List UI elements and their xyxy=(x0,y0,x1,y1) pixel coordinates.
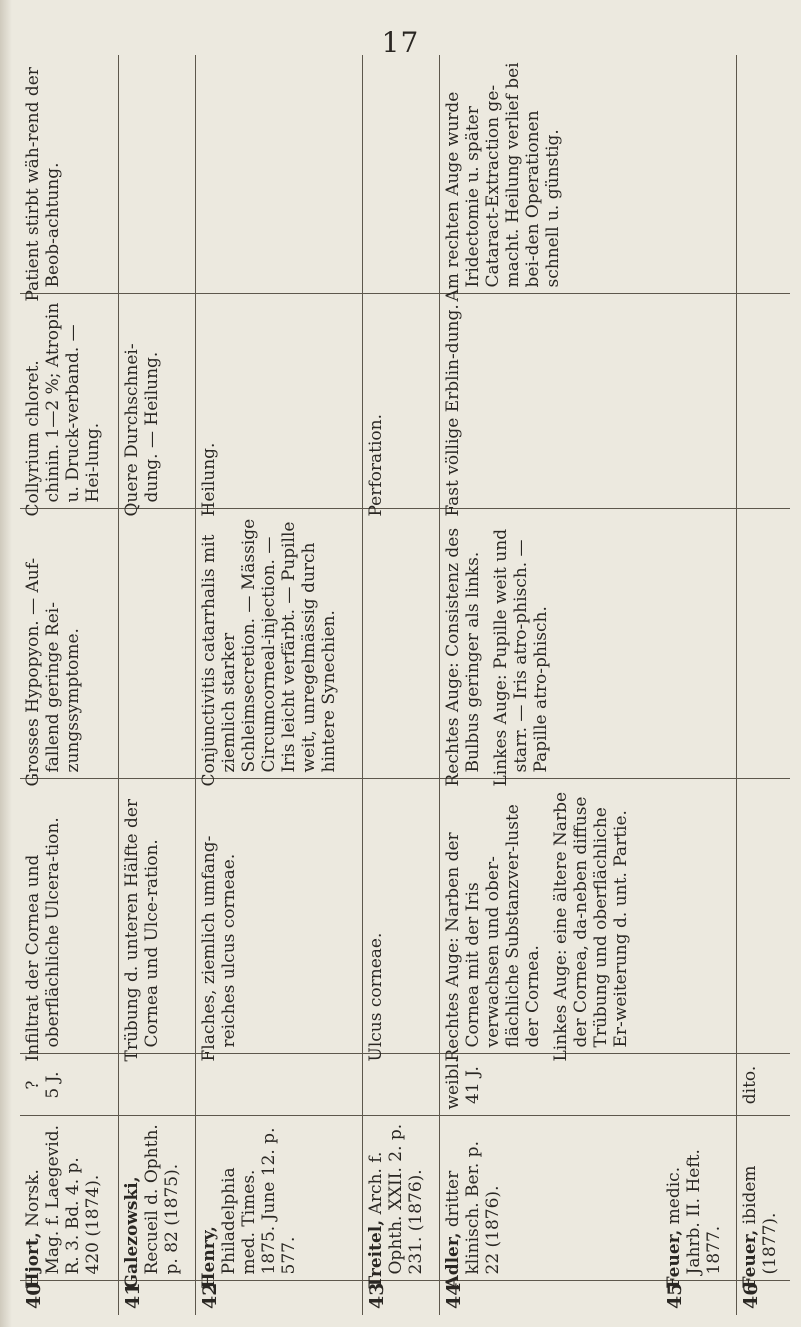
diagnosis-cell xyxy=(195,779,363,1062)
therapy-cell xyxy=(195,294,363,517)
therapy-text: Collyrium chloret. chinin. 1—2 %; Atropin u. Druck-verband. — Hei-lung. xyxy=(23,302,104,517)
source-author: Feuer, xyxy=(740,1229,761,1289)
therapy-cell xyxy=(119,294,195,517)
therapy-text: Quere Durchschnei-dung. — Heilung. xyxy=(122,343,163,517)
case-table-rotated xyxy=(20,55,790,1315)
source-text: Norsk. Mag. f. Laegevid. R. 3. Bd. 4. p. 420 (1874). xyxy=(23,1125,104,1275)
symptoms-cell xyxy=(20,509,119,787)
sex-age-cell xyxy=(20,1054,119,1116)
sex-age-line: 41 J. xyxy=(462,1066,483,1104)
source-cell xyxy=(195,1116,363,1289)
symptoms-text: Rechtes Auge: Consistenz des Bulbus geringer als links. xyxy=(442,527,483,787)
remarks-cell xyxy=(195,55,363,294)
remarks-cell xyxy=(439,55,661,302)
source-text: dritter klinisch. Ber. p. 22 (1876). xyxy=(442,1141,503,1275)
symptoms-text: Conjunctivitis catarrhalis mit ziemlich starker Schleimsecretion. — Mässige Circumcorneal-injection. — Iris leicht verfärbt. — Pupille weit, unregelmässig durch hintere Synechien. xyxy=(198,518,339,787)
source-cell xyxy=(737,1116,790,1289)
source-cell xyxy=(119,1116,195,1289)
case-number: 45 xyxy=(661,1281,737,1315)
table-row xyxy=(439,55,661,1315)
diagnosis-cell xyxy=(439,779,661,1062)
source-text: Arch. f. Ophth. XXII. 2. p. 231. (1876). xyxy=(366,1123,427,1275)
diagnosis-text: Rechtes Auge: Narben der Cornea mit der Iris verwachsen und ober-flächliche Substanzver-luste der Cornea. xyxy=(442,804,543,1062)
sex-age-cell xyxy=(363,1054,439,1116)
source-text: Recueil d. Ophth. p. 82 (1875). xyxy=(142,1124,183,1275)
case-number: 42 xyxy=(195,1281,363,1315)
diagnosis-cell xyxy=(363,779,439,1062)
therapy-text: Perforation. xyxy=(366,413,387,517)
symptoms-cell xyxy=(363,509,439,779)
symptoms-cell xyxy=(737,509,790,779)
symptoms-text: Grosses Hypopyon. — Auf-fallend geringe Rei-zungssymptome. xyxy=(23,557,84,787)
source-cell xyxy=(439,1116,661,1289)
table-row xyxy=(363,55,439,1315)
case-number: 43 xyxy=(363,1281,439,1315)
symptoms-cell xyxy=(439,509,661,787)
remarks-cell xyxy=(737,55,790,294)
therapy-cell xyxy=(737,294,790,509)
diagnosis-cell xyxy=(119,779,195,1062)
sex-age-line: ? xyxy=(23,1080,43,1090)
source-text: medic. Jahrb. II. Heft. 1877. xyxy=(664,1149,725,1275)
source-author: Feuer, xyxy=(664,1229,685,1289)
therapy-cell xyxy=(363,294,439,517)
therapy-cell xyxy=(439,294,661,517)
case-number: 41 xyxy=(119,1281,195,1315)
therapy-text: Heilung. xyxy=(198,442,219,517)
diagnosis-cell xyxy=(20,779,119,1062)
symptoms-cell xyxy=(119,509,195,779)
table-row xyxy=(737,55,790,1315)
case-table xyxy=(20,55,790,1315)
source-cell xyxy=(661,1116,737,1289)
sex-age-cell xyxy=(439,1054,661,1116)
source-author: Treitel, xyxy=(366,1219,387,1289)
therapy-text: Fast völlige Erblin-dung. xyxy=(442,304,463,517)
remarks-cell xyxy=(20,55,119,302)
remarks-cell xyxy=(661,55,737,294)
sex-age-cell xyxy=(737,1054,790,1116)
remarks-text: Patient stirbt wäh-rend der Beob-achtung. xyxy=(23,67,64,302)
source-text: ibidem (1877). xyxy=(740,1165,781,1275)
symptoms-cell xyxy=(661,509,737,779)
symptoms-text: Linkes Auge: Pupille weit und starr. — Iris atro-phisch. — Papille atro-phisch. xyxy=(490,528,551,787)
therapy-cell xyxy=(661,294,737,509)
table-row xyxy=(119,55,195,1315)
sex-age-cell xyxy=(661,1054,737,1116)
remarks-cell xyxy=(119,55,195,294)
diagnosis-text: Linkes Auge: eine ältere Narbe der Cornea, da-neben diffuse Trübung und oberflächliche Er-weiterung d. unt. Partie. xyxy=(550,791,632,1062)
diagnosis-cell xyxy=(661,779,737,1054)
therapy-cell xyxy=(20,294,119,517)
source-text: Philadelphia med. Times. 1875. June 12. p. 577. xyxy=(218,1127,299,1275)
source-cell xyxy=(20,1116,119,1289)
table-row xyxy=(195,55,363,1315)
source-author: Galezowski, xyxy=(122,1176,143,1289)
paragraph-gap xyxy=(483,516,491,773)
paragraph-gap xyxy=(543,786,551,1048)
case-table-body xyxy=(20,55,790,1315)
source-author: Hjort, xyxy=(23,1232,43,1289)
source-author: Henry, xyxy=(198,1226,219,1289)
symptoms-cell xyxy=(195,509,363,787)
table-row xyxy=(20,55,119,1315)
sex-age-line: dito. xyxy=(740,1065,761,1105)
sex-age-line: weibl. xyxy=(442,1057,463,1110)
case-number: 46 xyxy=(737,1281,790,1315)
sex-age-cell xyxy=(195,1054,363,1116)
remarks-cell xyxy=(363,55,439,294)
binding-edge xyxy=(0,0,12,1327)
case-number: 44 xyxy=(439,1281,661,1315)
source-author: Adler, xyxy=(442,1232,463,1289)
sex-age-cell xyxy=(119,1054,195,1116)
case-number: 40 xyxy=(20,1281,119,1315)
diagnosis-cell xyxy=(737,779,790,1054)
remarks-text: Am rechten Auge wurde Iridectomie u. später Cataract-Extraction ge-macht. Heilung verlief bei bei-den Operationen schnell u. günstig. xyxy=(442,62,563,302)
source-cell xyxy=(363,1116,439,1289)
diagnosis-text: Ulcus corneae. xyxy=(366,932,387,1062)
table-row xyxy=(661,55,737,1315)
sex-age-line: 5 J. xyxy=(43,1071,64,1099)
diagnosis-text: Infiltrat der Cornea und oberflächliche Ulcera-tion. xyxy=(23,817,64,1062)
page-number: 17 xyxy=(381,26,420,59)
diagnosis-text: Trübung d. unteren Hälfte der Cornea und Ulce-ration. xyxy=(122,798,163,1062)
diagnosis-text: Flaches, ziemlich umfang-reiches ulcus corneae. xyxy=(198,835,239,1062)
